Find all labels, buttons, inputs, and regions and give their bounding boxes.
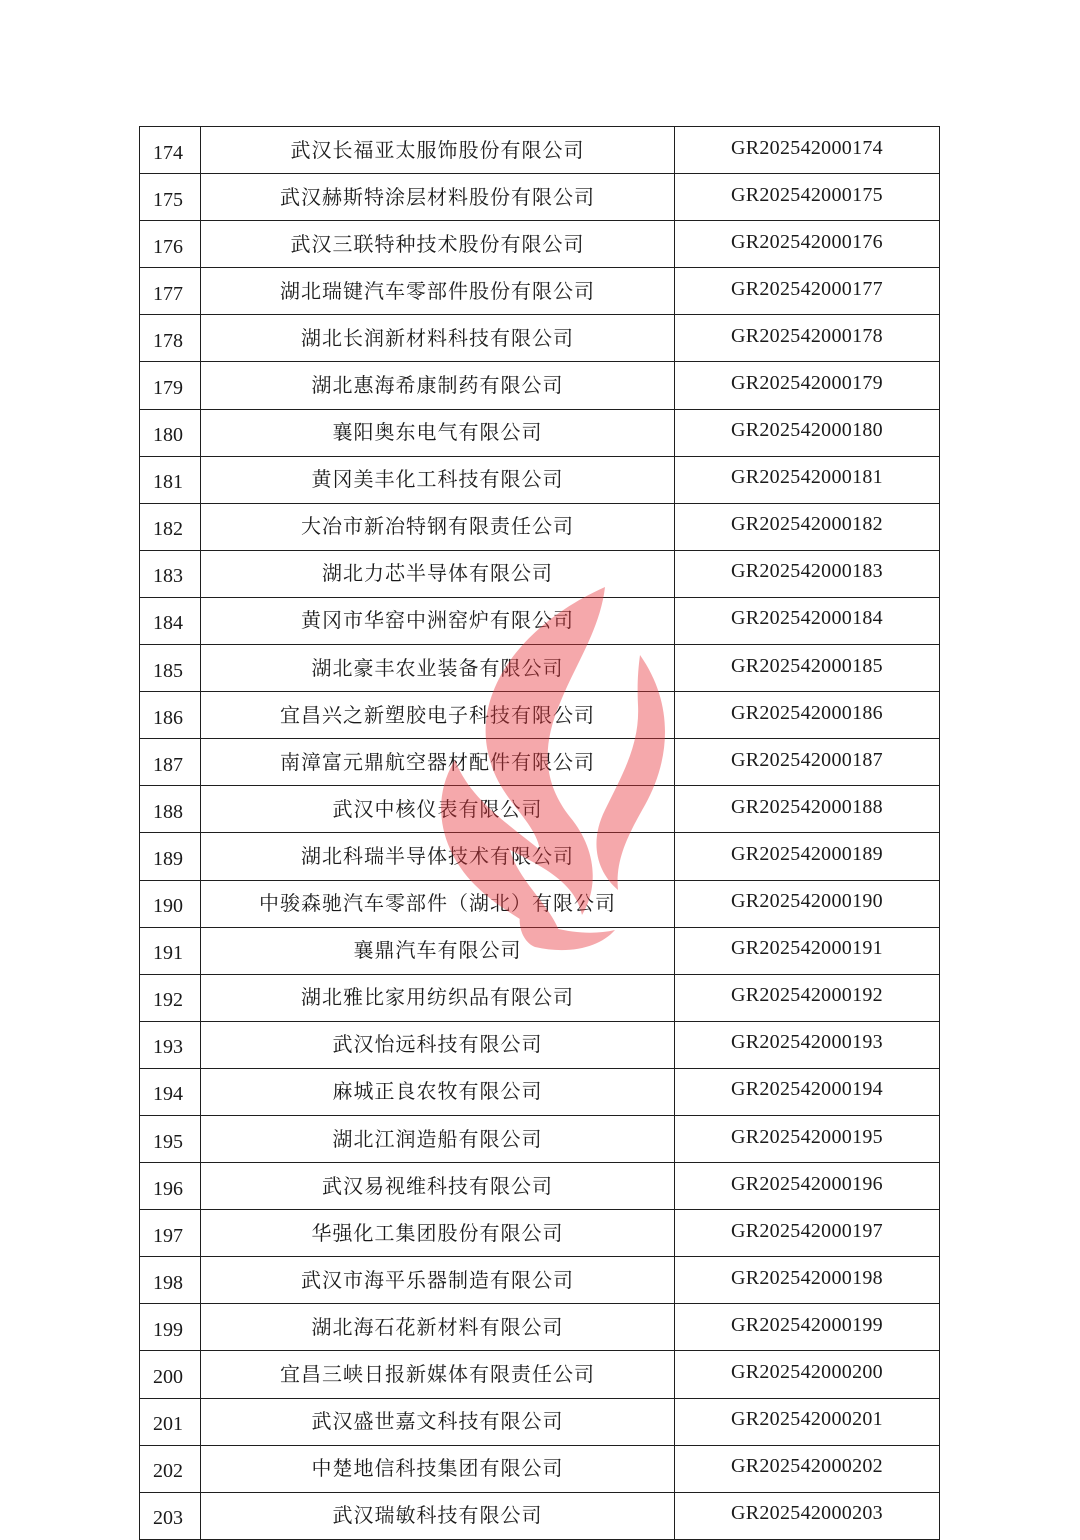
row-number: 174 — [140, 127, 201, 174]
row-number: 184 — [140, 597, 201, 644]
certificate-number: GR202542000177 — [675, 268, 940, 315]
row-number: 197 — [140, 1210, 201, 1257]
certificate-number: GR202542000181 — [675, 456, 940, 503]
table-row — [140, 927, 940, 974]
certificate-number: GR202542000176 — [675, 221, 940, 268]
table-row — [140, 409, 940, 456]
company-name: 武汉三联特种技术股份有限公司 — [201, 221, 675, 268]
table-row — [140, 221, 940, 268]
row-number: 196 — [140, 1163, 201, 1210]
company-name: 湖北江润造船有限公司 — [201, 1115, 675, 1162]
certificate-number: GR202542000198 — [675, 1257, 940, 1304]
certificate-number: GR202542000187 — [675, 739, 940, 786]
company-name: 黄冈美丰化工科技有限公司 — [201, 456, 675, 503]
row-number: 192 — [140, 974, 201, 1021]
table-row — [140, 1398, 940, 1445]
row-number: 195 — [140, 1115, 201, 1162]
row-number: 190 — [140, 880, 201, 927]
certificate-number: GR202542000189 — [675, 833, 940, 880]
company-name: 武汉市海平乐器制造有限公司 — [201, 1257, 675, 1304]
row-number: 194 — [140, 1068, 201, 1115]
company-name: 湖北力芯半导体有限公司 — [201, 550, 675, 597]
company-name: 麻城正良农牧有限公司 — [201, 1068, 675, 1115]
company-name: 武汉长福亚太服饰股份有限公司 — [201, 127, 675, 174]
table-row — [140, 268, 940, 315]
row-number: 189 — [140, 833, 201, 880]
company-name: 湖北海石花新材料有限公司 — [201, 1304, 675, 1351]
company-name: 襄阳奥东电气有限公司 — [201, 409, 675, 456]
company-name: 武汉易视维科技有限公司 — [201, 1163, 675, 1210]
row-number: 180 — [140, 409, 201, 456]
table-row — [140, 739, 940, 786]
certificate-number: GR202542000196 — [675, 1163, 940, 1210]
row-number: 199 — [140, 1304, 201, 1351]
table-row — [140, 550, 940, 597]
certificate-number: GR202542000190 — [675, 880, 940, 927]
company-name: 华强化工集团股份有限公司 — [201, 1210, 675, 1257]
certificate-number: GR202542000188 — [675, 786, 940, 833]
company-name: 武汉赫斯特涂层材料股份有限公司 — [201, 174, 675, 221]
certificate-number: GR202542000195 — [675, 1115, 940, 1162]
table-row — [140, 645, 940, 692]
table-row — [140, 315, 940, 362]
table-row — [140, 456, 940, 503]
table-row — [140, 1257, 940, 1304]
certificate-number: GR202542000194 — [675, 1068, 940, 1115]
company-name: 湖北雅比家用纺织品有限公司 — [201, 974, 675, 1021]
company-name: 湖北长润新材料科技有限公司 — [201, 315, 675, 362]
table-row — [140, 1163, 940, 1210]
company-name: 湖北豪丰农业装备有限公司 — [201, 645, 675, 692]
row-number: 177 — [140, 268, 201, 315]
certificate-number: GR202542000179 — [675, 362, 940, 409]
company-name: 黄冈市华窑中洲窑炉有限公司 — [201, 597, 675, 644]
row-number: 185 — [140, 645, 201, 692]
certificate-number: GR202542000192 — [675, 974, 940, 1021]
company-name: 宜昌三峡日报新媒体有限责任公司 — [201, 1351, 675, 1398]
certificate-number: GR202542000174 — [675, 127, 940, 174]
company-name: 武汉盛世嘉文科技有限公司 — [201, 1398, 675, 1445]
certificate-number: GR202542000197 — [675, 1210, 940, 1257]
table-row — [140, 597, 940, 644]
row-number: 200 — [140, 1351, 201, 1398]
table-row — [140, 503, 940, 550]
table-row — [140, 1115, 940, 1162]
company-name: 湖北瑞键汽车零部件股份有限公司 — [201, 268, 675, 315]
certificate-number: GR202542000183 — [675, 550, 940, 597]
company-name: 宜昌兴之新塑胶电子科技有限公司 — [201, 692, 675, 739]
company-name: 南漳富元鼎航空器材配件有限公司 — [201, 739, 675, 786]
row-number: 203 — [140, 1492, 201, 1539]
company-name: 武汉怡远科技有限公司 — [201, 1021, 675, 1068]
table-row — [140, 127, 940, 174]
certificate-number: GR202542000203 — [675, 1492, 940, 1539]
certificate-number: GR202542000178 — [675, 315, 940, 362]
certificate-number: GR202542000186 — [675, 692, 940, 739]
table-row — [140, 1068, 940, 1115]
table-row — [140, 692, 940, 739]
certificate-number: GR202542000175 — [675, 174, 940, 221]
row-number: 191 — [140, 927, 201, 974]
company-name: 中楚地信科技集团有限公司 — [201, 1445, 675, 1492]
row-number: 202 — [140, 1445, 201, 1492]
table-body — [140, 127, 940, 1540]
table-row — [140, 786, 940, 833]
company-name: 湖北科瑞半导体技术有限公司 — [201, 833, 675, 880]
certificate-number: GR202542000185 — [675, 645, 940, 692]
row-number: 182 — [140, 503, 201, 550]
company-list-table — [139, 126, 940, 1540]
row-number: 175 — [140, 174, 201, 221]
certificate-number: GR202542000191 — [675, 927, 940, 974]
row-number: 183 — [140, 550, 201, 597]
table-row — [140, 974, 940, 1021]
table-row — [140, 1351, 940, 1398]
row-number: 188 — [140, 786, 201, 833]
table-row — [140, 1304, 940, 1351]
row-number: 181 — [140, 456, 201, 503]
row-number: 198 — [140, 1257, 201, 1304]
table-row — [140, 833, 940, 880]
company-name: 襄鼎汽车有限公司 — [201, 927, 675, 974]
company-name: 武汉中核仪表有限公司 — [201, 786, 675, 833]
certificate-number: GR202542000200 — [675, 1351, 940, 1398]
table-row — [140, 880, 940, 927]
certificate-number: GR202542000199 — [675, 1304, 940, 1351]
row-number: 179 — [140, 362, 201, 409]
table-row — [140, 1021, 940, 1068]
company-name: 武汉瑞敏科技有限公司 — [201, 1492, 675, 1539]
row-number: 193 — [140, 1021, 201, 1068]
certificate-number: GR202542000201 — [675, 1398, 940, 1445]
row-number: 187 — [140, 739, 201, 786]
row-number: 186 — [140, 692, 201, 739]
table-row — [140, 1492, 940, 1539]
company-name: 中骏森驰汽车零部件（湖北）有限公司 — [201, 880, 675, 927]
table-row — [140, 174, 940, 221]
certificate-number: GR202542000180 — [675, 409, 940, 456]
company-name: 大冶市新冶特钢有限责任公司 — [201, 503, 675, 550]
row-number: 178 — [140, 315, 201, 362]
row-number: 176 — [140, 221, 201, 268]
company-name: 湖北惠海希康制药有限公司 — [201, 362, 675, 409]
table-row — [140, 362, 940, 409]
certificate-number: GR202542000202 — [675, 1445, 940, 1492]
certificate-number: GR202542000193 — [675, 1021, 940, 1068]
certificate-number: GR202542000182 — [675, 503, 940, 550]
table-row — [140, 1445, 940, 1492]
certificate-number: GR202542000184 — [675, 597, 940, 644]
row-number: 201 — [140, 1398, 201, 1445]
table-row — [140, 1210, 940, 1257]
